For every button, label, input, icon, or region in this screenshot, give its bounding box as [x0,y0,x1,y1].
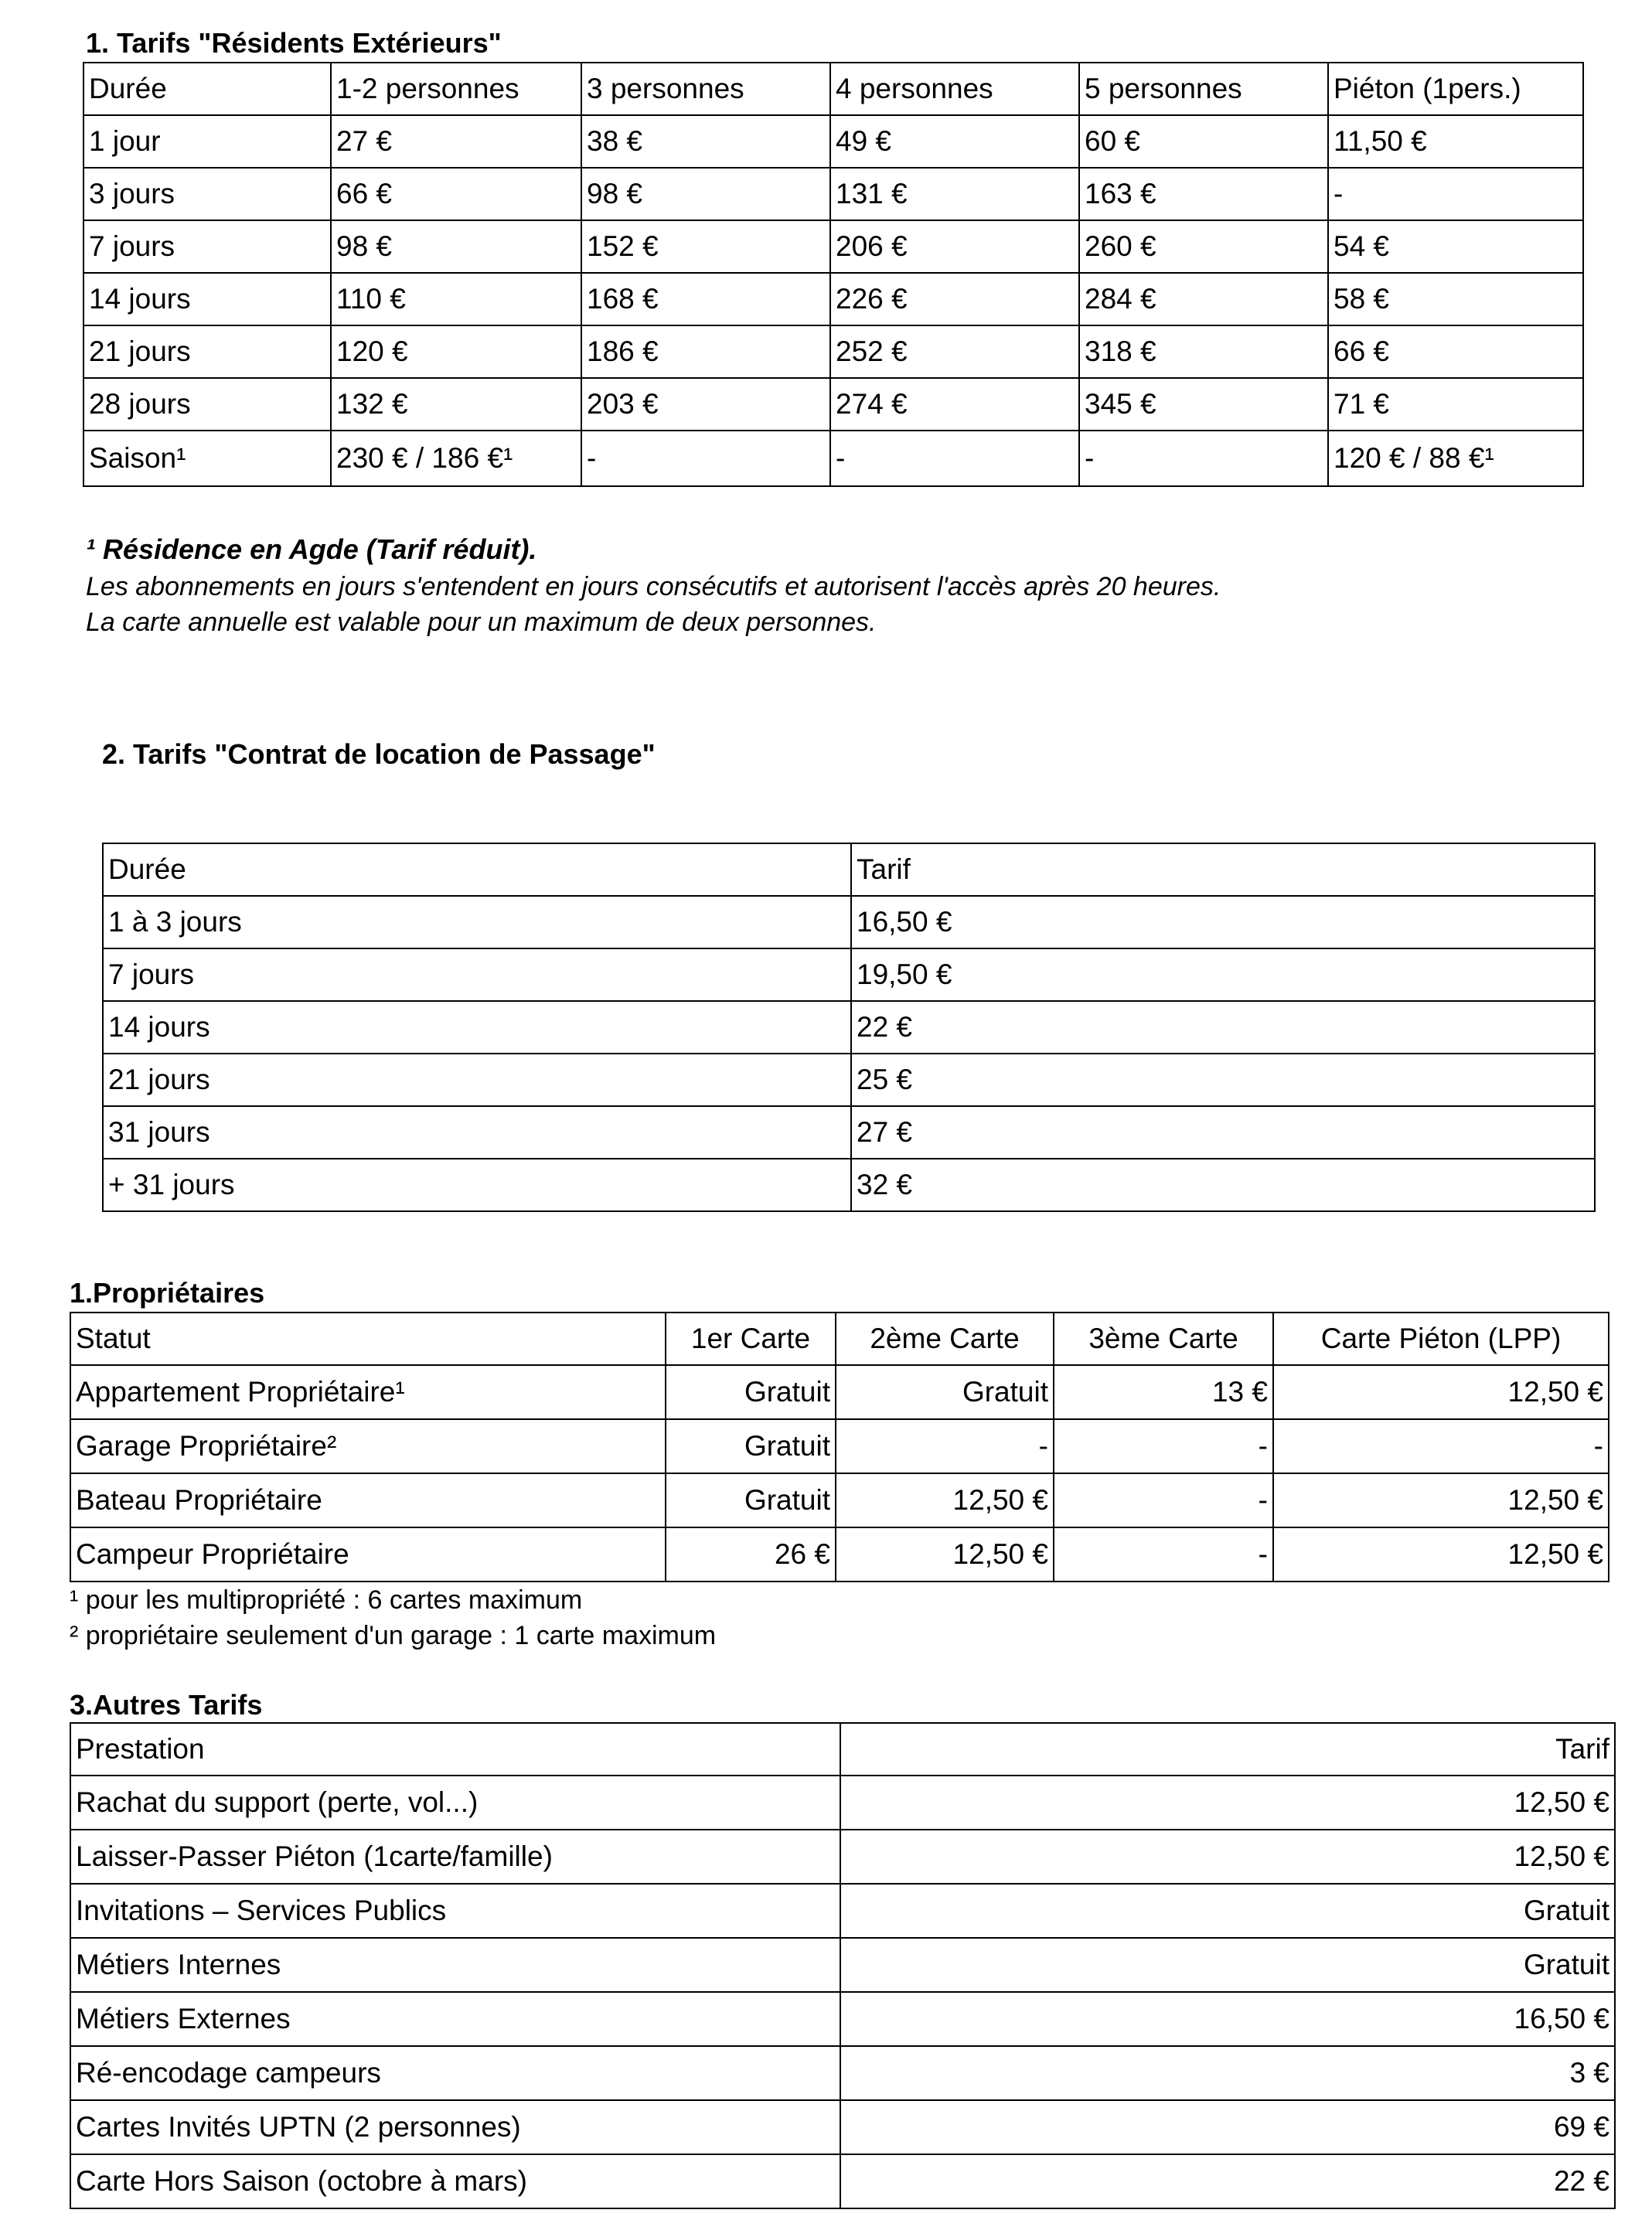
table-header-row [70,1313,1609,1365]
table-row [70,2046,1615,2100]
header-cell: 3ème Carte [1054,1313,1273,1365]
table-cell: 69 € [840,2100,1615,2154]
table-cell: 1 à 3 jours [103,896,851,948]
table-cell: Garage Propriétaire² [70,1419,666,1473]
section-2-title: 2. Tarifs "Contrat de location de Passage" [102,738,656,770]
table-header-row [103,843,1595,896]
residents-exterieurs-table [83,62,1584,487]
table-cell: 58 € [1328,273,1583,325]
header-cell: Tarif [851,843,1595,896]
table-row [70,2100,1615,2154]
section-1-note-line-1: Les abonnements en jours s'entendent en jours consécutifs et autorisent l'accès après 20 heures. [86,572,1221,601]
table-cell: Campeur Propriétaire [70,1527,666,1582]
table-cell: 98 € [581,168,830,220]
table-cell: 284 € [1079,273,1328,325]
table-cell: 230 € / 186 €¹ [331,431,581,486]
table-cell: 186 € [581,325,830,378]
table-cell: - [836,1419,1054,1473]
table-cell: 12,50 € [1273,1365,1609,1419]
header-cell: 5 personnes [1079,63,1328,115]
table-cell: 110 € [331,273,581,325]
header-cell: Prestation [70,1723,840,1776]
section-3-note-1: ¹ pour les multipropriété : 6 cartes maximum [70,1585,583,1615]
table-cell: Gratuit [666,1473,836,1527]
table-cell: Gratuit [840,1938,1615,1992]
table-row [83,168,1583,220]
header-cell: Durée [103,843,851,896]
table-cell: 22 € [840,2154,1615,2208]
table-cell: Gratuit [840,1884,1615,1938]
table-cell: 21 jours [103,1054,851,1106]
table-cell: 131 € [830,168,1079,220]
table-cell: - [1054,1419,1273,1473]
header-cell: 3 personnes [581,63,830,115]
autres-tarifs-table [70,1722,1616,2209]
table-row [83,325,1583,378]
table-cell: 11,50 € [1328,115,1583,168]
table-cell: Cartes Invités UPTN (2 personnes) [70,2100,840,2154]
table-cell: 19,50 € [851,948,1595,1001]
table-cell: Ré-encodage campeurs [70,2046,840,2100]
table-cell: 66 € [331,168,581,220]
table-cell: 120 € / 88 €¹ [1328,431,1583,486]
table-row [83,378,1583,431]
table-cell: - [1273,1419,1609,1473]
table-header-row [70,1723,1615,1776]
table-cell: - [1054,1473,1273,1527]
table-row [83,115,1583,168]
table-cell: 345 € [1079,378,1328,431]
table-cell: 14 jours [83,273,331,325]
table-cell: 16,50 € [851,896,1595,948]
table-cell: 132 € [331,378,581,431]
table-cell: 49 € [830,115,1079,168]
header-cell: 1-2 personnes [331,63,581,115]
table-cell: Gratuit [836,1365,1054,1419]
table-cell: + 31 jours [103,1159,851,1211]
table-row [70,1992,1615,2046]
table-cell: Invitations – Services Publics [70,1884,840,1938]
table-cell: 31 jours [103,1106,851,1159]
section-1-note-line-2: La carte annuelle est valable pour un maximum de deux personnes. [86,608,877,637]
table-row [103,1159,1595,1211]
table-cell: 260 € [1079,220,1328,273]
table-row [70,1884,1615,1938]
table-cell: Gratuit [666,1419,836,1473]
table-cell: - [830,431,1079,486]
table-cell: 1 jour [83,115,331,168]
table-cell: 71 € [1328,378,1583,431]
table-row [70,1776,1615,1830]
table-cell: 26 € [666,1527,836,1582]
table-cell: 3 jours [83,168,331,220]
table-cell: - [581,431,830,486]
header-cell: 2ème Carte [836,1313,1054,1365]
table-cell: 12,50 € [836,1527,1054,1582]
table-cell: 13 € [1054,1365,1273,1419]
table-row [70,1419,1609,1473]
table-row [83,431,1583,486]
table-cell: 32 € [851,1159,1595,1211]
table-row [70,2154,1615,2208]
header-cell: 4 personnes [830,63,1079,115]
table-cell: 60 € [1079,115,1328,168]
table-body [70,1723,1615,2208]
table-cell: 7 jours [83,220,331,273]
table-cell: 163 € [1079,168,1328,220]
table-cell: Rachat du support (perte, vol...) [70,1776,840,1830]
header-cell: 1er Carte [666,1313,836,1365]
table-row [70,1830,1615,1884]
table-cell: 12,50 € [840,1830,1615,1884]
section-1-note-title: ¹ Résidence en Agde (Tarif réduit). [86,533,537,565]
table-cell: 203 € [581,378,830,431]
header-cell: Piéton (1pers.) [1328,63,1583,115]
table-cell: 206 € [830,220,1079,273]
proprietaires-table [70,1312,1609,1582]
table-cell: 3 € [840,2046,1615,2100]
table-row [103,948,1595,1001]
table-cell: 152 € [581,220,830,273]
table-cell: 274 € [830,378,1079,431]
table-header-row [83,63,1583,115]
table-cell: Saison¹ [83,431,331,486]
table-cell: 12,50 € [1273,1527,1609,1582]
location-passage-table [102,843,1596,1212]
table-cell: Carte Hors Saison (octobre à mars) [70,2154,840,2208]
header-cell: Tarif [840,1723,1615,1776]
table-cell: 318 € [1079,325,1328,378]
section-4-title: 3.Autres Tarifs [70,1689,263,1721]
table-cell: 7 jours [103,948,851,1001]
table-row [103,1001,1595,1054]
table-cell: 27 € [331,115,581,168]
table-cell: 27 € [851,1106,1595,1159]
table-cell: - [1054,1527,1273,1582]
table-body [70,1313,1609,1582]
table-body [83,63,1583,486]
table-row [103,896,1595,948]
header-cell: Carte Piéton (LPP) [1273,1313,1609,1365]
table-cell: 98 € [331,220,581,273]
table-row [70,1473,1609,1527]
table-cell: 12,50 € [840,1776,1615,1830]
table-cell: Métiers Externes [70,1992,840,2046]
header-cell: Durée [83,63,331,115]
section-3-note-2: ² propriétaire seulement d'un garage : 1 carte maximum [70,1621,717,1650]
table-row [103,1054,1595,1106]
table-cell: 28 jours [83,378,331,431]
table-cell: 25 € [851,1054,1595,1106]
table-row [83,273,1583,325]
table-body [103,843,1595,1211]
table-cell: 14 jours [103,1001,851,1054]
table-cell: Métiers Internes [70,1938,840,1992]
table-cell: 21 jours [83,325,331,378]
table-cell: 54 € [1328,220,1583,273]
table-cell: Appartement Propriétaire¹ [70,1365,666,1419]
table-cell: 168 € [581,273,830,325]
table-cell: 66 € [1328,325,1583,378]
table-cell: 16,50 € [840,1992,1615,2046]
table-cell: 22 € [851,1001,1595,1054]
table-cell: 12,50 € [1273,1473,1609,1527]
table-cell: Gratuit [666,1365,836,1419]
table-cell: - [1079,431,1328,486]
header-cell: Statut [70,1313,666,1365]
table-cell: 12,50 € [836,1473,1054,1527]
table-cell: Bateau Propriétaire [70,1473,666,1527]
table-row [70,1527,1609,1582]
table-row [70,1365,1609,1419]
table-cell: 252 € [830,325,1079,378]
table-row [83,220,1583,273]
section-1-title: 1. Tarifs "Résidents Extérieurs" [86,27,502,59]
table-row [103,1106,1595,1159]
table-cell: 226 € [830,273,1079,325]
table-row [70,1938,1615,1992]
table-cell: 38 € [581,115,830,168]
table-cell: Laisser-Passer Piéton (1carte/famille) [70,1830,840,1884]
section-3-title: 1.Propriétaires [70,1277,265,1309]
table-cell: 120 € [331,325,581,378]
table-cell: - [1328,168,1583,220]
